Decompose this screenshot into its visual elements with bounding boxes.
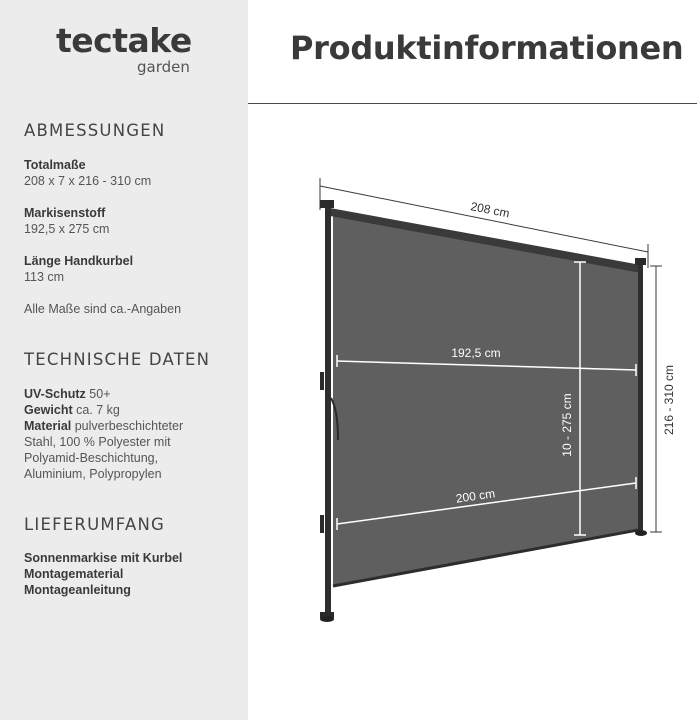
- page-title: Produktinformationen: [290, 29, 684, 67]
- crank-label: Länge Handkurbel: [24, 254, 134, 268]
- material-row: [24, 418, 239, 434]
- uv-label: UV-Schutz: [24, 387, 86, 401]
- material-line-2: Stahl, 100 % Polyester mit: [24, 435, 171, 449]
- delivery-list: [24, 550, 239, 598]
- technical-heading: TECHNISCHE DATEN: [24, 350, 211, 369]
- material-line-3: Polyamid-Beschichtung,: [24, 451, 159, 465]
- dimensions-heading: ABMESSUNGEN: [24, 121, 166, 140]
- height-dimension-line: [650, 266, 662, 532]
- weight-value: ca. 7 kg: [76, 403, 120, 417]
- weight-label: Gewicht: [24, 403, 73, 417]
- fabric-label: Markisenstoff: [24, 206, 106, 220]
- fabric-height-label: 10 - 275 cm: [560, 393, 574, 457]
- uv-row: [24, 386, 239, 402]
- crank-value: 113 cm: [24, 270, 65, 284]
- left-pole: [320, 200, 334, 622]
- material-label: Material: [24, 419, 72, 433]
- awning-diagram: [300, 170, 697, 630]
- width-top-label: 208 cm: [469, 199, 511, 221]
- total-value: 208 x 7 x 216 - 310 cm: [24, 174, 152, 188]
- brand-subtitle: garden: [137, 58, 190, 76]
- total-height-label: 216 - 310 cm: [662, 364, 676, 436]
- awning-fabric: [333, 212, 638, 586]
- material-line-1: pulverbeschichteter: [74, 419, 184, 433]
- fabric-dimensions: [24, 205, 239, 237]
- fabric-width-label: 192,5 cm: [451, 346, 501, 360]
- title-divider: [248, 103, 697, 104]
- bottom-width-label: 200 cm: [454, 486, 496, 506]
- total-dimensions: [24, 157, 239, 189]
- note-text: Alle Maße sind ca.-Angaben: [24, 302, 182, 316]
- fabric-value: 192,5 x 275 cm: [24, 222, 110, 236]
- delivery-item: Sonnenmarkise mit Kurbel: [24, 551, 183, 565]
- delivery-heading: LIEFERUMFANG: [24, 515, 165, 534]
- delivery-item: Montageanleitung: [24, 583, 131, 597]
- brand-logo: tectake: [56, 21, 192, 60]
- material-line-4: Aluminium, Polypropylen: [24, 467, 162, 481]
- uv-value: 50+: [89, 387, 111, 401]
- crank-length: [24, 253, 239, 285]
- total-label: Totalmaße: [24, 158, 86, 172]
- delivery-item: Montagematerial: [24, 567, 124, 581]
- dimensions-note: [24, 301, 239, 317]
- technical-data: [24, 386, 239, 482]
- weight-row: [24, 402, 239, 418]
